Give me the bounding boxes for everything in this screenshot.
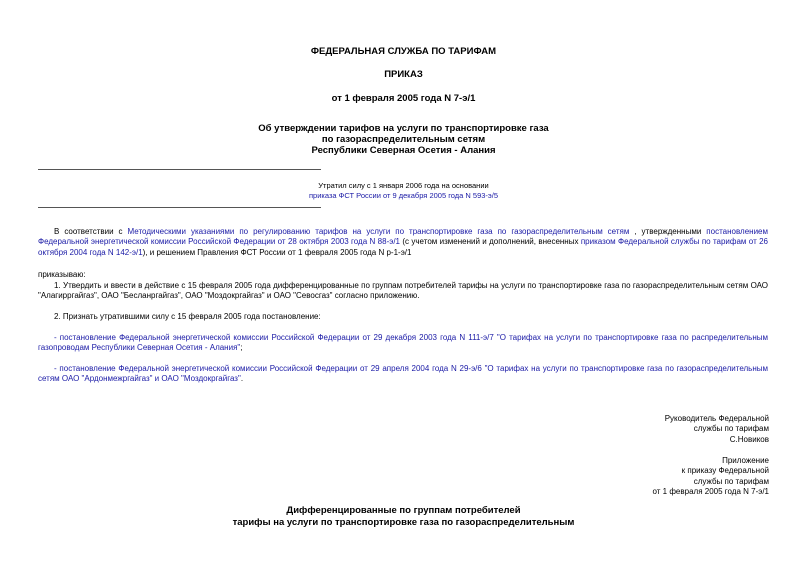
appendix-title-line-1: Дифференцированные по группам потребителей xyxy=(286,505,521,516)
repeal-tail-1: ; xyxy=(240,343,243,353)
preamble-text-1: В соответствии с xyxy=(54,227,128,236)
signature-line-2: службы по тарифам xyxy=(693,424,769,434)
subject-line-1: Об утверждении тарифов на услуги по транспортировке газа xyxy=(258,123,549,134)
preamble-paragraph xyxy=(38,227,768,258)
status-link[interactable]: приказа ФСТ России от 9 декабря 2005 года N 593-э/5 xyxy=(308,190,499,200)
subject-line-3: Республики Северная Осетия - Алания xyxy=(311,145,496,156)
document-date-number: от 1 февраля 2005 года N 7-э/1 xyxy=(331,93,476,104)
preamble-text-4: ), и решением Правления ФСТ России от 1 февраля 2005 года N р-1-э/1 xyxy=(142,247,412,257)
subject-line-2: по газораспределительным сетям xyxy=(321,134,486,145)
repeal-link-1[interactable]: - постановление Федеральной энергетической комиссии Российской Федерации от 29 декабря 2003 года N 111-э/7 "О тарифах на услуги по транспортировке газа по распределительным газопроводам Республики Северная Осетия - Алания" xyxy=(38,333,768,353)
order-item-2: 2. Признать утратившими силу с 15 февраля 2005 года постановление: xyxy=(54,312,321,321)
repeal-tail-2: . xyxy=(240,374,244,384)
appendix-line-1: Приложение xyxy=(722,456,769,465)
appendix-line-3: службы по тарифам xyxy=(693,476,769,486)
document-type: ПРИКАЗ xyxy=(384,69,423,80)
signature-line-1: Руководитель Федеральной xyxy=(664,414,769,423)
fek-resolution-link[interactable]: постановлением Федеральной энергетической комиссии Российской Федерации от 28 октября 2003 года N 88-э/1 xyxy=(38,227,768,247)
appendix-line-4: от 1 февраля 2005 года N 7-э/1 xyxy=(652,487,769,497)
fst-order-link[interactable]: приказом Федеральной службы по тарифам от 26 октября 2004 года N 142-э/1 xyxy=(38,237,768,257)
preamble-text-2: , утвержденными xyxy=(629,227,707,236)
order-item-1: 1. Утвердить и ввести в действие с 15 февраля 2005 года дифференцированные по группам потребителей тарифы на услуги по транспортировке газа по газораспределительным сетям ОАО "Алагирргайгаз", ОАО "Бесланргайгаз", ОАО "Моздокргайгаз" и ОАО "Севосгаз" согласно приложению. xyxy=(38,281,768,301)
repeal-item-2 xyxy=(38,364,768,385)
methodical-guidelines-link[interactable]: Методическими указаниями по регулированию тарифов на услуги по транспортировке газа по газораспределительным сетям xyxy=(127,227,630,236)
orders-word: приказываю: xyxy=(38,270,86,279)
appendix-block xyxy=(653,456,769,498)
divider-bottom xyxy=(38,207,321,208)
repeal-item-1 xyxy=(38,333,768,354)
repeal-link-2[interactable]: - постановление Федеральной энергетической комиссии Российской Федерации от 29 апреля 2004 года N 29-э/6 "О тарифах на услуги по транспортировке газа по газораспределительным сетям ОАО "Ардонмежргайгаз" и ОАО "Моздокргайгаз" xyxy=(38,364,768,384)
signature-name: С.Новиков xyxy=(729,434,769,444)
status-text: Утратил силу с 1 января 2006 года на основании xyxy=(318,181,489,190)
agency-name: ФЕДЕРАЛЬНАЯ СЛУЖБА ПО ТАРИФАМ xyxy=(310,46,497,57)
status-note xyxy=(0,181,807,201)
appendix-line-2: к приказу Федеральной xyxy=(681,466,769,476)
signature-block xyxy=(665,414,769,445)
appendix-title-line-2: тарифы на услуги по транспортировке газа по газораспределительным xyxy=(232,517,575,528)
divider-top xyxy=(38,169,321,170)
preamble-text-3: (с учетом изменений и дополнений, внесенных xyxy=(400,237,581,247)
